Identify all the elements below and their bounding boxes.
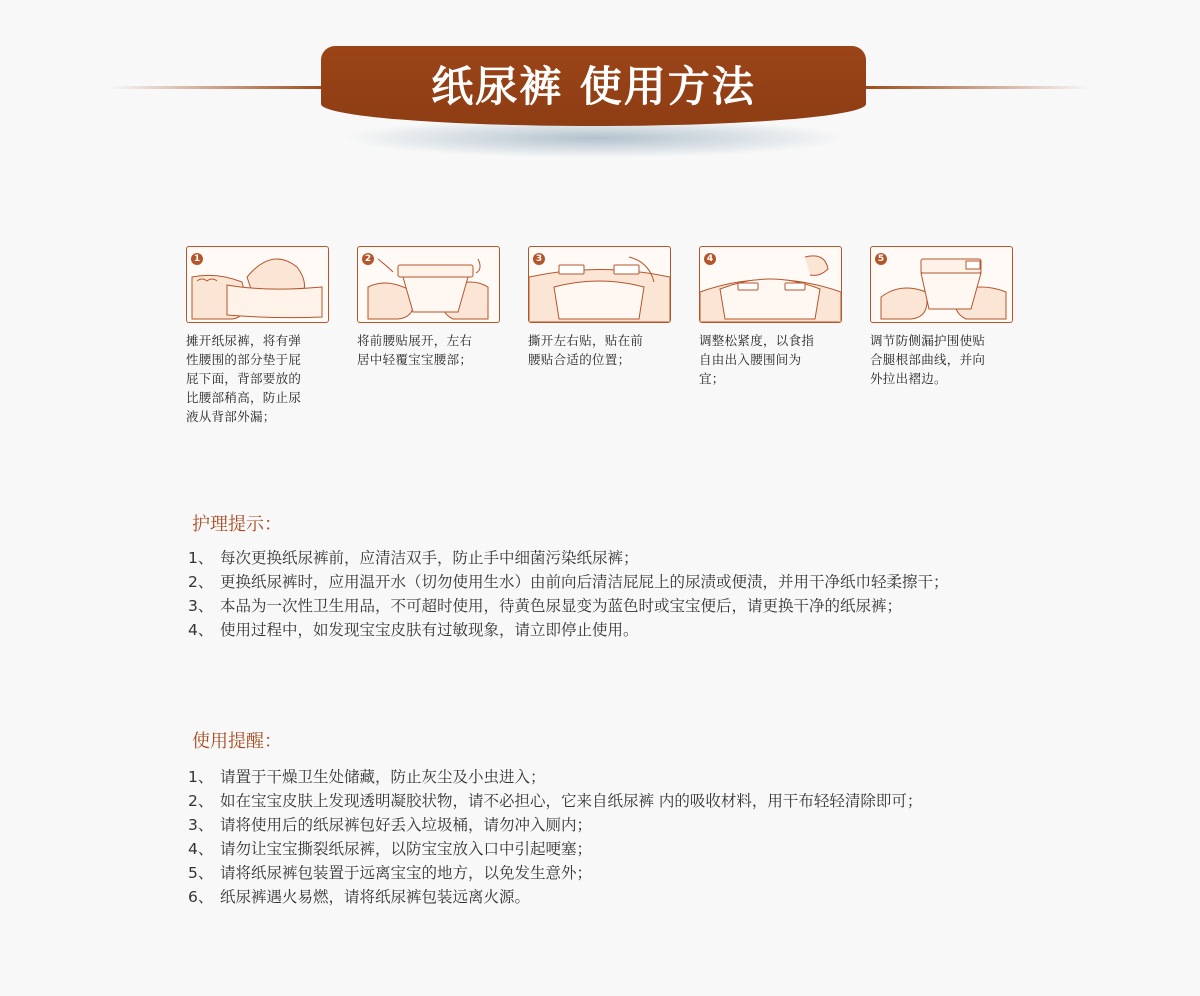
step-2 xyxy=(357,246,500,369)
step-2-text: 将前腰贴展开，左右 居中轻覆宝宝腰部； xyxy=(357,333,473,367)
step-5-number: 5 xyxy=(875,253,887,265)
list-index: 4、 xyxy=(188,621,214,639)
usage-reminder-list xyxy=(188,765,1028,909)
step-3-number: 3 xyxy=(533,253,545,265)
list-item xyxy=(188,618,1028,642)
list-text: 使用过程中，如发现宝宝皮肤有过敏现象，请立即停止使用。 xyxy=(220,621,639,639)
list-text: 每次更换纸尿裤前，应清洁双手，防止手中细菌污染纸尿裤； xyxy=(220,549,639,567)
diaper-unfold-icon xyxy=(187,247,328,322)
step-5 xyxy=(870,246,1013,388)
list-index: 5、 xyxy=(188,864,214,882)
list-index: 2、 xyxy=(188,792,214,810)
step-1-text: 摊开纸尿裤，将有弹 性腰围的部分垫于屁 屁下面，背部要放的 比腰部稍高，防止尿 液从背部外漏； xyxy=(186,333,302,424)
step-4 xyxy=(699,246,842,388)
list-item xyxy=(188,837,1028,861)
care-tips-list xyxy=(188,546,1028,642)
list-index: 1、 xyxy=(188,549,214,567)
header-right-rule xyxy=(865,86,1090,89)
step-5-illustration xyxy=(870,246,1013,323)
diaper-tape-icon xyxy=(529,247,670,322)
list-index: 4、 xyxy=(188,840,214,858)
header-banner xyxy=(321,46,866,126)
list-item xyxy=(188,765,1028,789)
step-3-illustration xyxy=(528,246,671,323)
step-2-number: 2 xyxy=(362,253,374,265)
step-4-text: 调整松紧度，以食指 自由出入腰围间为 宜； xyxy=(699,333,815,386)
step-4-number: 4 xyxy=(704,253,716,265)
list-item xyxy=(188,594,1028,618)
list-item xyxy=(188,789,1028,813)
list-item xyxy=(188,813,1028,837)
list-text: 请将纸尿裤包装置于远离宝宝的地方，以免发生意外； xyxy=(220,864,593,882)
step-3 xyxy=(528,246,671,369)
list-item xyxy=(188,546,1028,570)
step-5-text: 调节防侧漏护围使贴 合腿根部曲线，并向 外拉出褶边。 xyxy=(870,333,986,386)
list-text: 纸尿裤遇火易燃，请将纸尿裤包装远离火源。 xyxy=(220,888,531,906)
step-4-illustration xyxy=(699,246,842,323)
page-title: 纸尿裤 使用方法 xyxy=(431,62,756,111)
list-text: 请勿让宝宝撕裂纸尿裤，以防宝宝放入口中引起哽塞； xyxy=(220,840,593,858)
step-3-text: 撕开左右贴，贴在前 腰贴合适的位置； xyxy=(528,333,644,367)
list-item xyxy=(188,885,1028,909)
list-text: 如在宝宝皮肤上发现透明凝胶状物，请不必担心，它来自纸尿裤 内的吸收材料，用干布轻轻清除即可； xyxy=(220,792,923,810)
list-index: 6、 xyxy=(188,888,214,906)
care-tips-title: 护理提示： xyxy=(192,514,282,535)
list-text: 请将使用后的纸尿裤包好丢入垃圾桶，请勿冲入厕内； xyxy=(220,816,593,834)
step-1 xyxy=(186,246,329,426)
step-1-illustration xyxy=(186,246,329,323)
usage-reminder-title: 使用提醒： xyxy=(192,731,282,752)
list-index: 3、 xyxy=(188,597,214,615)
diaper-leg-cuff-icon xyxy=(871,247,1012,322)
list-index: 1、 xyxy=(188,768,214,786)
step-1-number: 1 xyxy=(191,253,203,265)
list-item xyxy=(188,570,1028,594)
header-left-rule xyxy=(110,86,325,89)
diaper-front-cover-icon xyxy=(358,247,499,322)
list-index: 3、 xyxy=(188,816,214,834)
list-text: 请置于干燥卫生处储藏，防止灰尘及小虫进入； xyxy=(220,768,546,786)
step-2-illustration xyxy=(357,246,500,323)
list-text: 本品为一次性卫生用品，不可超时使用，待黄色尿显变为蓝色时或宝宝便后，请更换干净的纸尿裤； xyxy=(220,597,903,615)
list-index: 2、 xyxy=(188,573,214,591)
diaper-fit-check-icon xyxy=(700,247,841,322)
list-text: 更换纸尿裤时，应用温开水（切勿使用生水）由前向后清洁屁屁上的尿渍或便渍，并用干净纸巾轻柔擦干； xyxy=(220,573,949,591)
steps-row xyxy=(186,246,1026,446)
list-item xyxy=(188,861,1028,885)
